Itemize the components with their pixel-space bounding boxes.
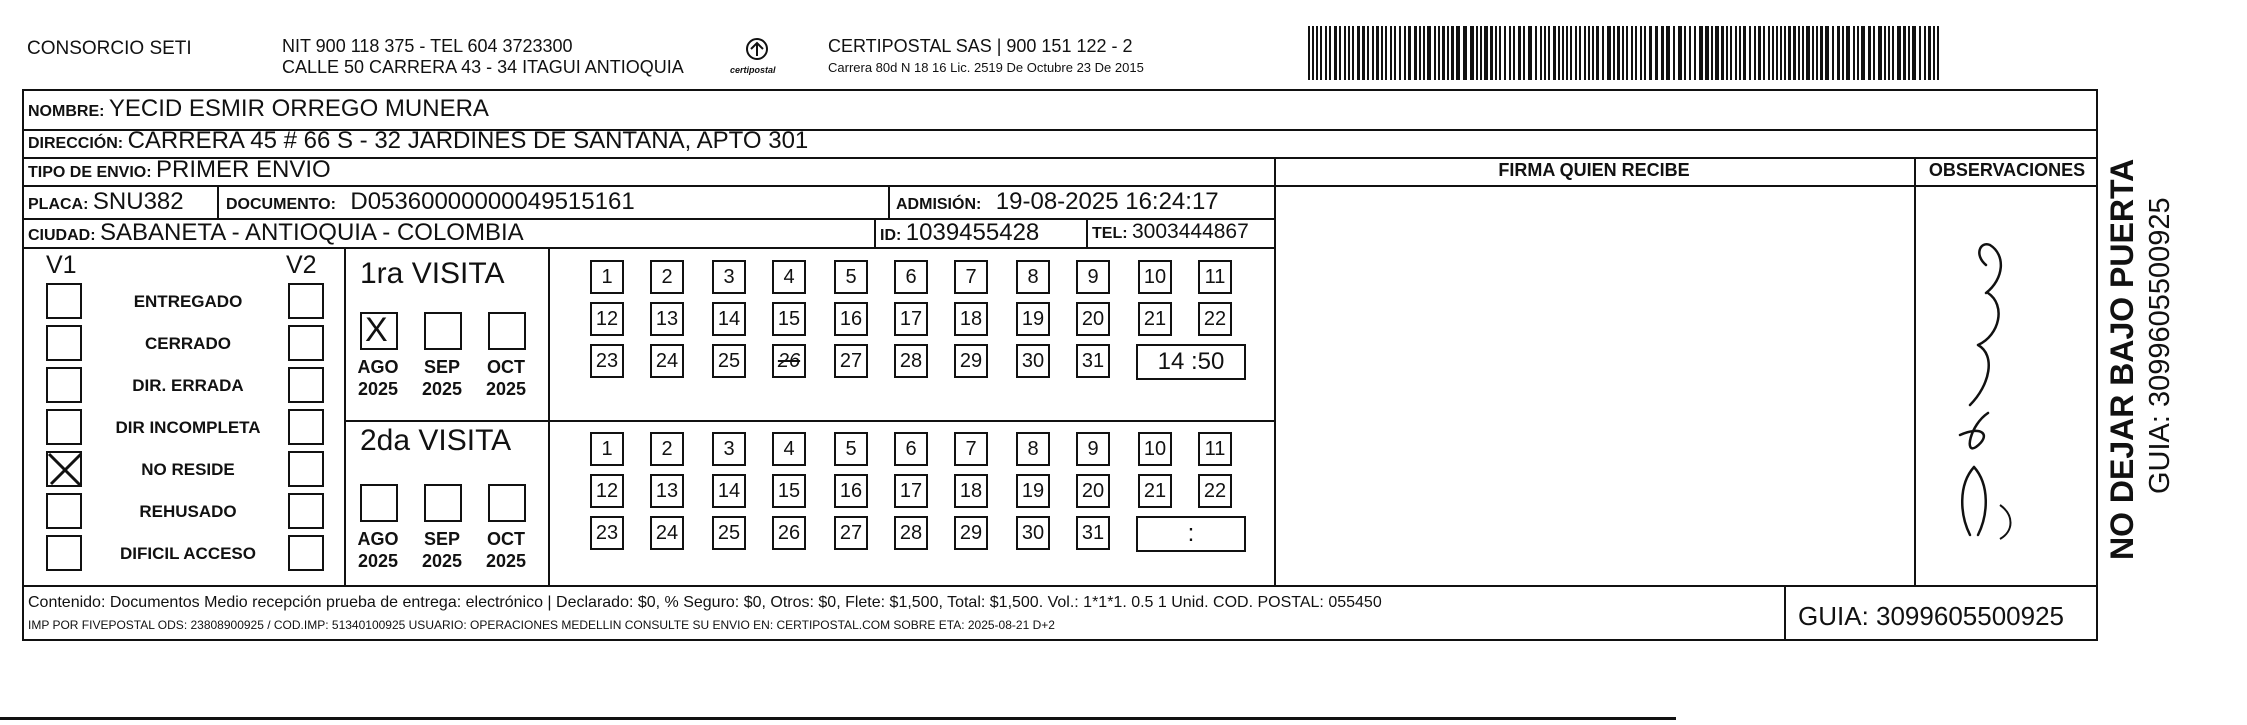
tipo-label: TIPO DE ENVIO:: [28, 164, 152, 181]
v1-checkbox[interactable]: [46, 535, 82, 571]
placa-row: [28, 188, 184, 216]
firma-header: FIRMA QUIEN RECIBE: [1498, 160, 1690, 180]
first-visit-day-box[interactable]: 20: [1076, 302, 1110, 336]
status-label: DIFICIL ACCESO: [119, 544, 256, 563]
side-guia: GUIA: 3099605500925: [2144, 197, 2176, 494]
admision-value: 19-08-2025 16:24:17: [995, 188, 1219, 215]
second-visit-day-box[interactable]: 8: [1016, 432, 1050, 466]
second-visit-day-box[interactable]: 20: [1076, 474, 1110, 508]
admision-row: [896, 188, 1219, 216]
bottom-rule: [0, 717, 1676, 720]
tipo-value: PRIMER ENVIO: [156, 156, 331, 183]
first-visit-title: 1ra VISITA: [360, 257, 505, 290]
v1-checkbox[interactable]: [46, 451, 82, 487]
second-visit-time-box[interactable]: :: [1136, 516, 1246, 552]
first-visit-day-box[interactable]: 6: [894, 260, 928, 294]
first-visit-day-box[interactable]: 8: [1016, 260, 1050, 294]
month-name: OCT: [487, 357, 525, 377]
second-visit-day-box[interactable]: 11: [1198, 432, 1232, 466]
nombre-row: [28, 95, 489, 123]
first-visit-day-box[interactable]: 3: [712, 260, 746, 294]
v1-checkbox[interactable]: [46, 367, 82, 403]
v2-checkbox[interactable]: [288, 409, 324, 445]
second-visit-day-box[interactable]: 17: [894, 474, 928, 508]
v2-checkbox[interactable]: [288, 451, 324, 487]
status-label: DIR INCOMPLETA: [115, 418, 261, 437]
v2-checkbox[interactable]: [288, 367, 324, 403]
first-visit-day-box[interactable]: 2: [650, 260, 684, 294]
first-visit-day-box[interactable]: 12: [590, 302, 624, 336]
first-visit-day-box[interactable]: 22: [1198, 302, 1232, 336]
second-visit-day-box[interactable]: 23: [590, 516, 624, 550]
month-year: 2025: [357, 379, 399, 399]
second-visit-day-box[interactable]: 28: [894, 516, 928, 550]
first-visit-day-box[interactable]: 14: [712, 302, 746, 336]
second-visit-title: 2da VISITA: [360, 424, 512, 457]
documento-value: D05360000000049515161: [350, 188, 635, 215]
second-visit-month-label: [350, 528, 406, 572]
first-visit-day-box[interactable]: 23: [590, 344, 624, 378]
month-name: SEP: [423, 529, 461, 549]
certipostal-line: CERTIPOSTAL SAS | 900 151 122 - 2: [828, 36, 1133, 56]
id-label: ID:: [880, 227, 902, 244]
barcode: [1308, 26, 1940, 80]
v1-checkbox[interactable]: [46, 283, 82, 319]
ciudad-row: [28, 219, 524, 247]
second-visit-day-box[interactable]: 1: [590, 432, 624, 466]
first-visit-day-box[interactable]: 10: [1138, 260, 1172, 294]
first-visit-day-box[interactable]: 21: [1138, 302, 1172, 336]
first-visit-day-box[interactable]: 27: [834, 344, 868, 378]
direccion-value: CARRERA 45 # 66 S - 32 JARDINES DE SANTANA, APTO 301: [127, 127, 809, 154]
signature-image: [1930, 235, 2040, 555]
direccion-row: [28, 127, 808, 155]
second-visit-day-box[interactable]: 3: [712, 432, 746, 466]
second-visit-day-box[interactable]: 12: [590, 474, 624, 508]
tel-row: [1092, 220, 1249, 244]
license-line: Carrera 80d N 18 16 Lic. 2519 De Octubre 23 De 2015: [828, 60, 1144, 75]
status-label: NO RESIDE: [141, 460, 235, 479]
company-name: CONSORCIO SETI: [27, 38, 192, 59]
v2-checkbox[interactable]: [288, 493, 324, 529]
status-label: ENTREGADO: [133, 292, 243, 311]
second-visit-day-box[interactable]: 2: [650, 432, 684, 466]
tipo-row: [28, 156, 331, 184]
first-visit-day-box[interactable]: 4: [772, 260, 806, 294]
month-name: AGO: [357, 357, 399, 377]
first-visit-day-box[interactable]: 25: [712, 344, 746, 378]
admision-label: ADMISIÓN:: [896, 196, 982, 213]
id-value: 1039455428: [905, 219, 1040, 246]
v2-header: V2: [286, 251, 317, 279]
ciudad-label: CIUDAD:: [28, 227, 96, 244]
second-visit-month-checkbox[interactable]: [488, 484, 526, 522]
address-line: CALLE 50 CARRERA 43 - 34 ITAGUI ANTIOQUIA: [282, 57, 684, 77]
first-visit-month-label: [478, 356, 534, 400]
first-visit-day-box[interactable]: 24: [650, 344, 684, 378]
v1-checkbox[interactable]: [46, 325, 82, 361]
status-label: DIR. ERRADA: [132, 376, 244, 395]
month-year: 2025: [421, 551, 463, 571]
second-visit-day-box[interactable]: 31: [1076, 516, 1110, 550]
second-visit-day-box[interactable]: 22: [1198, 474, 1232, 508]
first-visit-day-box[interactable]: 9: [1076, 260, 1110, 294]
certipostal-logo: [726, 34, 788, 82]
status-label: REHUSADO: [139, 502, 237, 521]
side-no-dejar: NO DEJAR BAJO PUERTA: [2104, 158, 2140, 560]
logo-wordmark: certipostal: [730, 65, 776, 75]
footer-guia: GUIA: 3099605500925: [1798, 601, 2064, 631]
nombre-label: NOMBRE:: [28, 103, 105, 120]
v2-checkbox[interactable]: [288, 535, 324, 571]
v2-checkbox[interactable]: [288, 283, 324, 319]
documento-row: [226, 188, 635, 216]
second-visit-day-box[interactable]: 27: [834, 516, 868, 550]
second-visit-day-box[interactable]: 24: [650, 516, 684, 550]
tel-label: TEL:: [1092, 225, 1128, 242]
first-visit-day-box[interactable]: 26: [772, 344, 806, 378]
nombre-value: YECID ESMIR ORREGO MUNERA: [108, 95, 489, 122]
first-visit-time-box[interactable]: 14 :50: [1136, 344, 1246, 380]
first-visit-day-box[interactable]: 29: [954, 344, 988, 378]
first-visit-day-box[interactable]: 19: [1016, 302, 1050, 336]
first-visit-month-label: [414, 356, 470, 400]
second-visit-month-checkbox[interactable]: [360, 484, 398, 522]
v1-header: V1: [46, 251, 77, 279]
first-visit-day-box[interactable]: 16: [834, 302, 868, 336]
second-visit-day-box[interactable]: 14: [712, 474, 746, 508]
month-check-mark: X: [365, 311, 388, 349]
second-visit-day-box[interactable]: 26: [772, 516, 806, 550]
month-name: SEP: [423, 357, 461, 377]
month-year: 2025: [357, 551, 399, 571]
v1-checkbox[interactable]: [46, 493, 82, 529]
second-visit-month-checkbox[interactable]: [424, 484, 462, 522]
second-visit-day-box[interactable]: 25: [712, 516, 746, 550]
v1-checkbox[interactable]: [46, 409, 82, 445]
id-row: [880, 219, 1039, 247]
second-visit-day-box[interactable]: 9: [1076, 432, 1110, 466]
second-visit-day-box[interactable]: 6: [894, 432, 928, 466]
nit-line: NIT 900 118 375 - TEL 604 3723300: [282, 36, 573, 56]
first-visit-day-box[interactable]: 30: [1016, 344, 1050, 378]
first-visit-day-box[interactable]: 15: [772, 302, 806, 336]
second-visit-month-label: [478, 528, 534, 572]
first-visit-month-checkbox[interactable]: [488, 312, 526, 350]
tel-value: 3003444867: [1132, 220, 1249, 243]
first-visit-month-checkbox[interactable]: [424, 312, 462, 350]
second-visit-month-label: [414, 528, 470, 572]
imp-line: IMP POR FIVEPOSTAL ODS: 23808900925 / COD.IMP: 51340100925 USUARIO: OPERACIONES MEDELLIN CONSULTE SU ENVIO EN: CERTIPOSTAL.COM SOBRE ETA: 2025-08-21 D+2: [28, 618, 1055, 632]
second-visit-day-box[interactable]: 19: [1016, 474, 1050, 508]
first-visit-month-label: [350, 356, 406, 400]
ciudad-value: SABANETA - ANTIOQUIA - COLOMBIA: [100, 219, 524, 246]
placa-value: SNU382: [92, 188, 184, 215]
second-visit-day-box[interactable]: 13: [650, 474, 684, 508]
second-visit-day-box[interactable]: 4: [772, 432, 806, 466]
status-label: CERRADO: [145, 334, 231, 353]
first-visit-day-box[interactable]: 11: [1198, 260, 1232, 294]
first-visit-month-checkbox[interactable]: [360, 312, 398, 350]
second-visit-day-box[interactable]: 21: [1138, 474, 1172, 508]
direccion-label: DIRECCIÓN:: [28, 135, 124, 152]
observaciones-header: OBSERVACIONES: [1928, 160, 2086, 180]
second-visit-day-box[interactable]: 10: [1138, 432, 1172, 466]
month-name: AGO: [357, 529, 399, 549]
month-year: 2025: [485, 379, 527, 399]
first-visit-day-box[interactable]: 7: [954, 260, 988, 294]
second-visit-day-box[interactable]: 5: [834, 432, 868, 466]
month-name: OCT: [487, 529, 525, 549]
placa-label: PLACA:: [28, 196, 89, 213]
first-visit-day-box[interactable]: 28: [894, 344, 928, 378]
documento-label: DOCUMENTO:: [226, 196, 336, 213]
second-visit-day-box[interactable]: 15: [772, 474, 806, 508]
first-visit-day-box[interactable]: 31: [1076, 344, 1110, 378]
month-year: 2025: [421, 379, 463, 399]
first-visit-day-box[interactable]: 5: [834, 260, 868, 294]
month-year: 2025: [485, 551, 527, 571]
v2-checkbox[interactable]: [288, 325, 324, 361]
second-visit-day-box[interactable]: 16: [834, 474, 868, 508]
second-visit-day-box[interactable]: 29: [954, 516, 988, 550]
contenido-line: Contenido: Documentos Medio recepción prueba de entrega: electrónico | Declarado: $0, % Seguro: $0, Otros: $0, Flete: $1,500, Total: $1,500. Vol.: 1*1*1. 0.5 1 Unid. COD. POSTAL: 055450: [28, 594, 1382, 611]
first-visit-day-box[interactable]: 17: [894, 302, 928, 336]
first-visit-day-box[interactable]: 1: [590, 260, 624, 294]
first-visit-day-box[interactable]: 13: [650, 302, 684, 336]
second-visit-day-box[interactable]: 7: [954, 432, 988, 466]
second-visit-day-box[interactable]: 30: [1016, 516, 1050, 550]
first-visit-day-box[interactable]: 18: [954, 302, 988, 336]
second-visit-day-box[interactable]: 18: [954, 474, 988, 508]
